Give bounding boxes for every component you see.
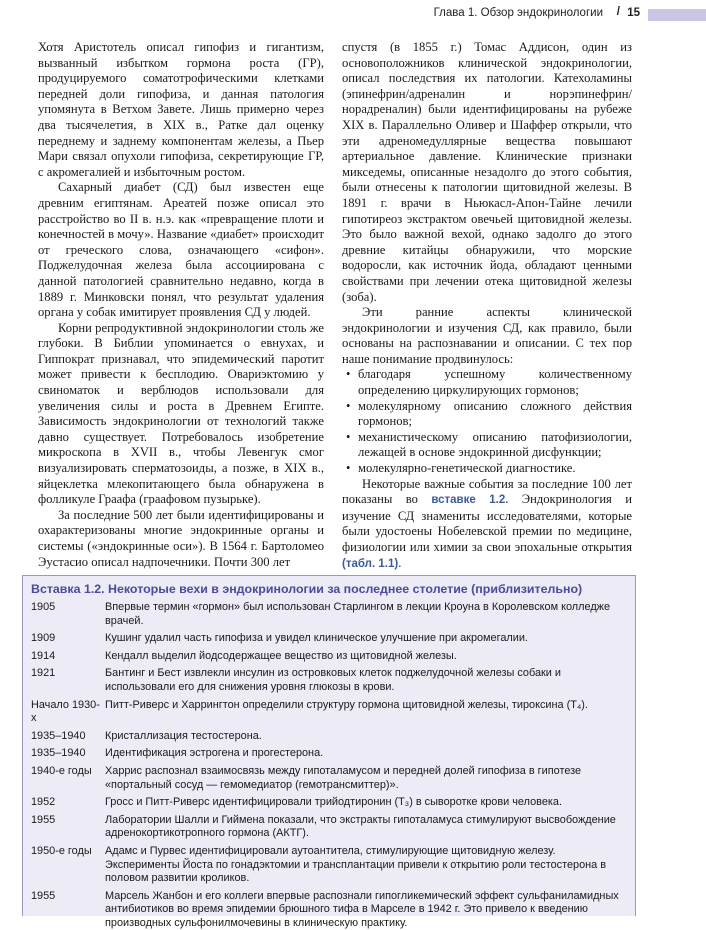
milestone-text: Харрис распознал взаимосвязь между гипоталамусом и передней долей гипофиза в гипотезе «портальный сосуд — гемомедиатор (гемотрансмиттер)».	[105, 764, 582, 791]
milestone-year: 1921	[31, 667, 56, 680]
milestone-year: 1935–1940	[31, 747, 86, 760]
paragraph: Сахарный диабет (СД) был известен еще древним египтянам. Ареатей позже описал это расстройство во II в. н.э. как «превращение плоти и конечностей в мочу». Название «диабет» происходит от греческого слова, означающего «сифон». Поджелудочная железа была ассоциирована с данной патологией сравнительно недавно, когда в 1889 г. Минковски понял, что результат удаления органа у собак имитирует проявления СД у людей.	[38, 180, 324, 320]
milestones-box	[22, 575, 636, 929]
paragraph-text: Некоторые важные события за последние 100 лет показаны во	[342, 476, 632, 507]
milestones-list	[31, 601, 631, 930]
paragraph: Хотя Аристотель описал гипофиз и гигантизм, вызванный избытком гормона роста (ГР), продуцируемого соматотрофическими клетками передней доли гипофиза, и данная патология упомянута в Ветхом Завете. Лишь примерно через два тысячелетия, в XIX в., Ратке дал оценку переднему и заднему компонентам железы, а Пьер Мари связал опухоли гипофиза, секретирующие ГР, с акромегалией и избыточным ростом.	[38, 40, 324, 179]
milestone-row	[31, 650, 631, 664]
milestone-year: 1950-е годы	[31, 844, 92, 857]
milestone-row	[31, 632, 631, 646]
header-separator: /	[616, 6, 620, 18]
milestone-text: Впервые термин «гормон» был использован Старлингом в лекции Кроуна в Королевском колледже врачей.	[105, 601, 611, 627]
list-item: • молекулярному описанию сложного действия гормонов;	[342, 399, 632, 430]
header-color-bar	[648, 9, 706, 21]
milestone-text: Питт-Риверс и Харрингтон определили структуру гормона щитовидной железы, тироксина (T₄).	[105, 698, 588, 711]
list-item: • благодаря успешному количественному определению циркулирующих гормонов;	[342, 367, 632, 398]
milestone-row	[31, 667, 631, 694]
milestone-row	[31, 890, 631, 930]
milestone-row	[31, 699, 631, 726]
milestone-year: 1914	[31, 649, 56, 662]
page-header	[0, 7, 706, 23]
chapter-title: Глава 1. Обзор эндокринологии	[433, 7, 603, 19]
paragraph-text: .	[398, 555, 402, 570]
milestone-row	[31, 845, 631, 886]
box-reference-link[interactable]: вставке 1.2	[431, 494, 506, 507]
milestone-year: 1905	[31, 601, 56, 613]
milestone-row	[31, 747, 631, 761]
milestone-year: 1955	[31, 813, 56, 826]
milestone-text: Кушинг удалил часть гипофиза и увидел клиническое улучшение при акромегалии.	[105, 632, 528, 645]
milestone-text: Кристаллизация тестостерона.	[105, 729, 262, 742]
box-title: Вставка 1.2. Некоторые вехи в эндокринологии за последнее столетие (приблизительно)	[31, 582, 583, 596]
page-number: 15	[627, 7, 640, 19]
right-column	[342, 40, 632, 572]
milestone-text: Гросс и Питт-Риверс идентифицировали трийодтиронин (T₃) в сыворотке крови человека.	[105, 796, 562, 809]
milestone-year: 1909	[31, 632, 56, 645]
paragraph: спустя (в 1855 г.) Томас Аддисон, один из основоположников клинической эндокринологии, описал последствия их патологии. Катехоламины (эпинефрин/адреналин и норэпинефрин/норадреналин) были идентифицированы на рубеже XIX в. Параллельно Оливер и Шаффер открыли, что эти адреномедуллярные вещества повышают артериальное давление. Клинические признаки микседемы, описанные незадолго до этого события, были отнесены к патологии щитовидной железы. В 1891 г. врачи в Ньюкасл-Апон-Тайне лечили гипотиреоз экстрактом овечьей щитовидной железы. Это было важной вехой, однако задолго до этого древние китайцы обнаружили, что морские водоросли, как источник йода, обладают ценными свойствами при лечении отека щитовидной железы (зоба).	[342, 40, 632, 304]
milestone-row	[31, 765, 631, 792]
milestone-year: 1935–1940	[31, 729, 86, 742]
paragraph: За последние 500 лет были идентифицированы и охарактеризованы многие эндокринные органы и системы («эндокринные оси»). В 1564 г. Бартоломео Эустасио описал надпочечники. Почти 300 лет	[38, 507, 324, 569]
table-reference-link[interactable]: (табл. 1.1)	[342, 557, 399, 570]
milestone-row	[31, 796, 631, 810]
milestone-text: Бантинг и Бест извлекли инсулин из островковых клеток поджелудочной железы собаки и использовали его для снижения уровня глюкозы в крови.	[105, 667, 561, 693]
milestone-row	[31, 730, 631, 744]
milestone-year: 1955	[31, 889, 56, 902]
paragraph	[342, 477, 632, 573]
milestone-row	[31, 814, 631, 841]
milestone-text: Лаборатории Шалли и Гиймена показали, что экстракты гипоталамуса стимулируют высвобождение адренокортикотропного гормона (АКТГ).	[105, 813, 616, 840]
milestone-year: 1940-е годы	[31, 764, 92, 777]
milestone-row	[31, 601, 631, 628]
milestone-text: Кендалл выделил йодсодержащее вещество из щитовидной железы.	[105, 649, 457, 662]
paragraph: Корни репродуктивной эндокринологии столь же глубоки. В Библии упоминается о евнухах, и Гиппократ признавал, что эпидемический паротит может привести к бесплодию. Овариэктомию у свиноматок и верблюдов использовали для увеличения силы и роста в Древнем Египте. Зависимость эндокринологии от технологий также давно существует. Потребовалось изобретение микроскопа в XVII в., чтобы Левенгук смог визуализировать сперматозоиды, а позже, в XIX в., яйцеклетка млекопитающего была обнаружена в фолликуле Граафа (граафовом пузырьке).	[38, 320, 324, 507]
paragraph-text: . Эндокринология и изучение СД знамениты исследователями, которые были удостоены Нобелевской премии по медицине, физиологии или химии за свои эпохальные открытия	[342, 492, 633, 554]
milestone-year: Начало 1930-х	[31, 698, 100, 725]
paragraph: Эти ранние аспекты клинической эндокринологии и изучения СД, как правило, были основаны на распознавании и описании. С тех пор наше понимание продвинулось:	[342, 305, 632, 366]
left-column	[38, 40, 324, 570]
milestone-text: Марсель Жанбон и его коллеги впервые распознали гипогликемический эффект сульфаниламидных антибиотиков во время эпидемии брюшного тифа в Марселе в 1942 г. Это привело к введению производных сульфонилмочевины в клиническую практику.	[105, 889, 619, 929]
milestone-text: Идентификация эстрогена и прогестерона.	[105, 747, 324, 760]
list-item: • молекулярно-генетической диагностике.	[342, 461, 632, 477]
bullet-list	[342, 367, 632, 476]
list-item: • механистическому описанию патофизиологии, лежащей в основе эндокринной дисфункции;	[342, 430, 632, 461]
milestone-year: 1952	[31, 796, 56, 809]
milestone-text: Адамс и Пурвес идентифицировали аутоантитела, стимулирующие щитовидную железу. Эксперименты Йоста по гонадэктомии и трансплантации привели к открытию роли тестостерона в половом развитии кроликов.	[105, 844, 607, 885]
